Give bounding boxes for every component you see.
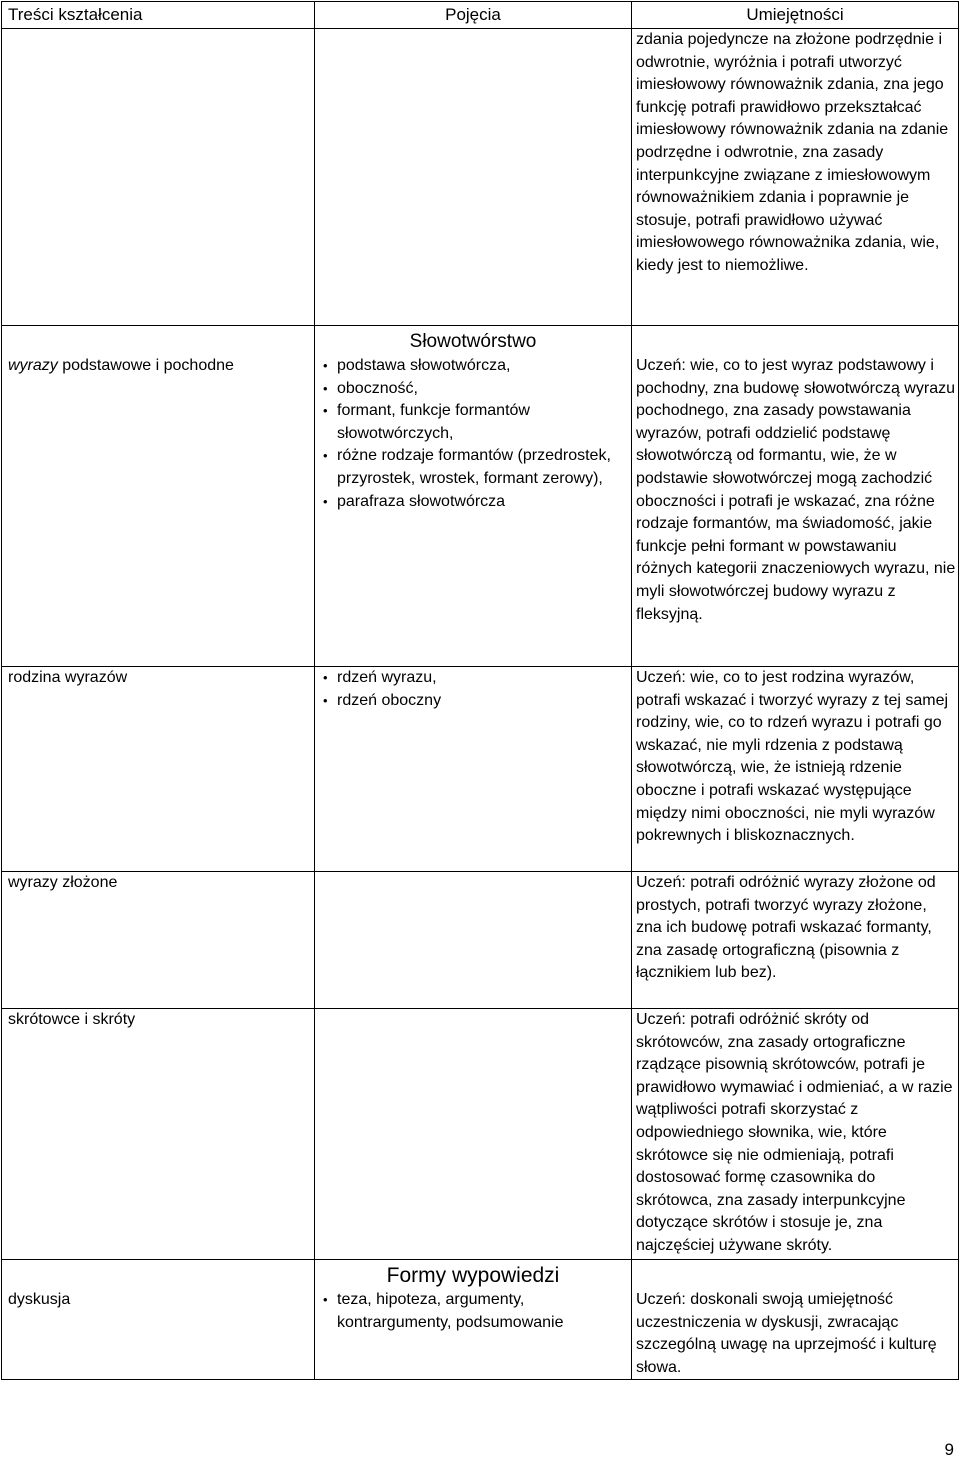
- skills-cell: Uczeń: doskonali swoją umiejętność uczestniczenia w dyskusji, zwracając szczególną uwagę na uprzejmość i kulturę słowa.: [632, 1289, 959, 1380]
- list-item: • różne rodzaje formantów (przedrostek, przyrostek, wrostek, formant zerowy),: [323, 445, 627, 490]
- table-row: [2, 872, 959, 1009]
- topic-cell: wyrazy złożone: [2, 872, 315, 1009]
- concepts-cell: [315, 1289, 632, 1380]
- list-item: • rdzeń oboczny: [323, 690, 627, 713]
- list-item: • parafraza słowotwórcza: [323, 491, 627, 514]
- header-concepts: Pojęcia: [315, 2, 632, 29]
- table-row: [2, 1009, 959, 1260]
- table-row: [2, 667, 959, 872]
- header-topics: Treści kształcenia: [2, 2, 315, 29]
- topic-cell: skrótowce i skróty: [2, 1009, 315, 1260]
- section-header-row: [2, 326, 959, 356]
- page-number: 9: [944, 1440, 954, 1459]
- list-item: • podstawa słowotwórcza,: [323, 355, 627, 378]
- header-skills: Umiejętności: [632, 2, 959, 29]
- skills-cell: Uczeń: potrafi odróżnić skróty od skrótowców, zna zasady ortograficzne rządzące pisownią skrótowców, potrafi je prawidłowo wymawiać i odmieniać, a w razie wątpliwości potrafi skorzystać z odpowiedniego słownika, wie, które skrótowce się nie odmieniają, potrafi dostosować formę czasownika do skrótowca, zna zasady interpunkcyjne dotyczące skrótów i stosuje je, zna najczęściej używane skróty.: [632, 1009, 959, 1260]
- concepts-cell: [315, 667, 632, 872]
- section-title: Formy wypowiedzi: [315, 1260, 632, 1290]
- concepts-cell: [315, 355, 632, 667]
- topic-cell: rodzina wyrazów: [2, 667, 315, 872]
- section-header-row: [2, 1260, 959, 1290]
- list-item: • rdzeń wyrazu,: [323, 667, 627, 690]
- skills-cell: Uczeń: potrafi odróżnić wyrazy złożone od prostych, potrafi tworzyć wyrazy złożone, zna ich budowę potrafi wskazać formanty, zna zasadę ortograficzną (pisownia z łącznikiem lub bez).: [632, 872, 959, 1009]
- list-item: • teza, hipoteza, argumenty, kontrargumenty, podsumowanie: [323, 1289, 627, 1334]
- table-row: [2, 355, 959, 667]
- list-item: • formant, funkcje formantów słowotwórczych,: [323, 400, 627, 445]
- skills-cell: Uczeń: wie, co to jest rodzina wyrazów, potrafi wskazać i tworzyć wyrazy z tej samej rodziny, wie, co to rdzeń wyrazu i potrafi go wskazać, nie myli rdzenia z podstawą słowotwórczą, wie, że istnieją rdzenie oboczne i potrafi wskazać występujące między nimi oboczności, nie myli wyrazów pokrewnych i bliskoznacznych.: [632, 667, 959, 872]
- table-row: [2, 29, 959, 326]
- header-row: [2, 2, 959, 29]
- topic-cell: dyskusja: [2, 1289, 315, 1380]
- topic-cell: wyrazy podstawowe i pochodne: [2, 355, 315, 667]
- table-row: [2, 1289, 959, 1380]
- list-item: • oboczność,: [323, 378, 627, 401]
- skills-cell: Uczeń: wie, co to jest wyraz podstawowy i pochodny, zna budowę słowotwórczą wyrazu pochodnego, zna zasady powstawania wyrazów, potrafi oddzielić podstawę słowotwórczą od formantu, wie, że w podstawie słowotwórczej mogą zachodzić oboczności i potrafi je wskazać, zna różne rodzaje formantów, ma świadomość, jakie funkcje pełni formant w powstawaniu różnych kategorii znaczeniowych wyrazu, nie myli słowotwórczej budowy wyrazu z fleksyjną.: [632, 355, 959, 667]
- section-title: Słowotwórstwo: [315, 326, 632, 356]
- curriculum-table: [1, 1, 959, 1380]
- skills-cell: zdania pojedyncze na złożone podrzędnie i odwrotnie, wyróżnia i potrafi utworzyć imiesłowowy równoważnik zdania, zna jego funkcję potrafi prawidłowo przekształcać imiesłowowy równoważnik zdania na zdanie podrzędne i odwrotnie, zna zasady interpunkcyjne związane z imiesłowowym równoważnikiem zdania i poprawnie je stosuje, potrafi prawidłowo używać imiesłowowego równoważnika zdania, wie, kiedy jest to niemożliwe.: [632, 29, 959, 326]
